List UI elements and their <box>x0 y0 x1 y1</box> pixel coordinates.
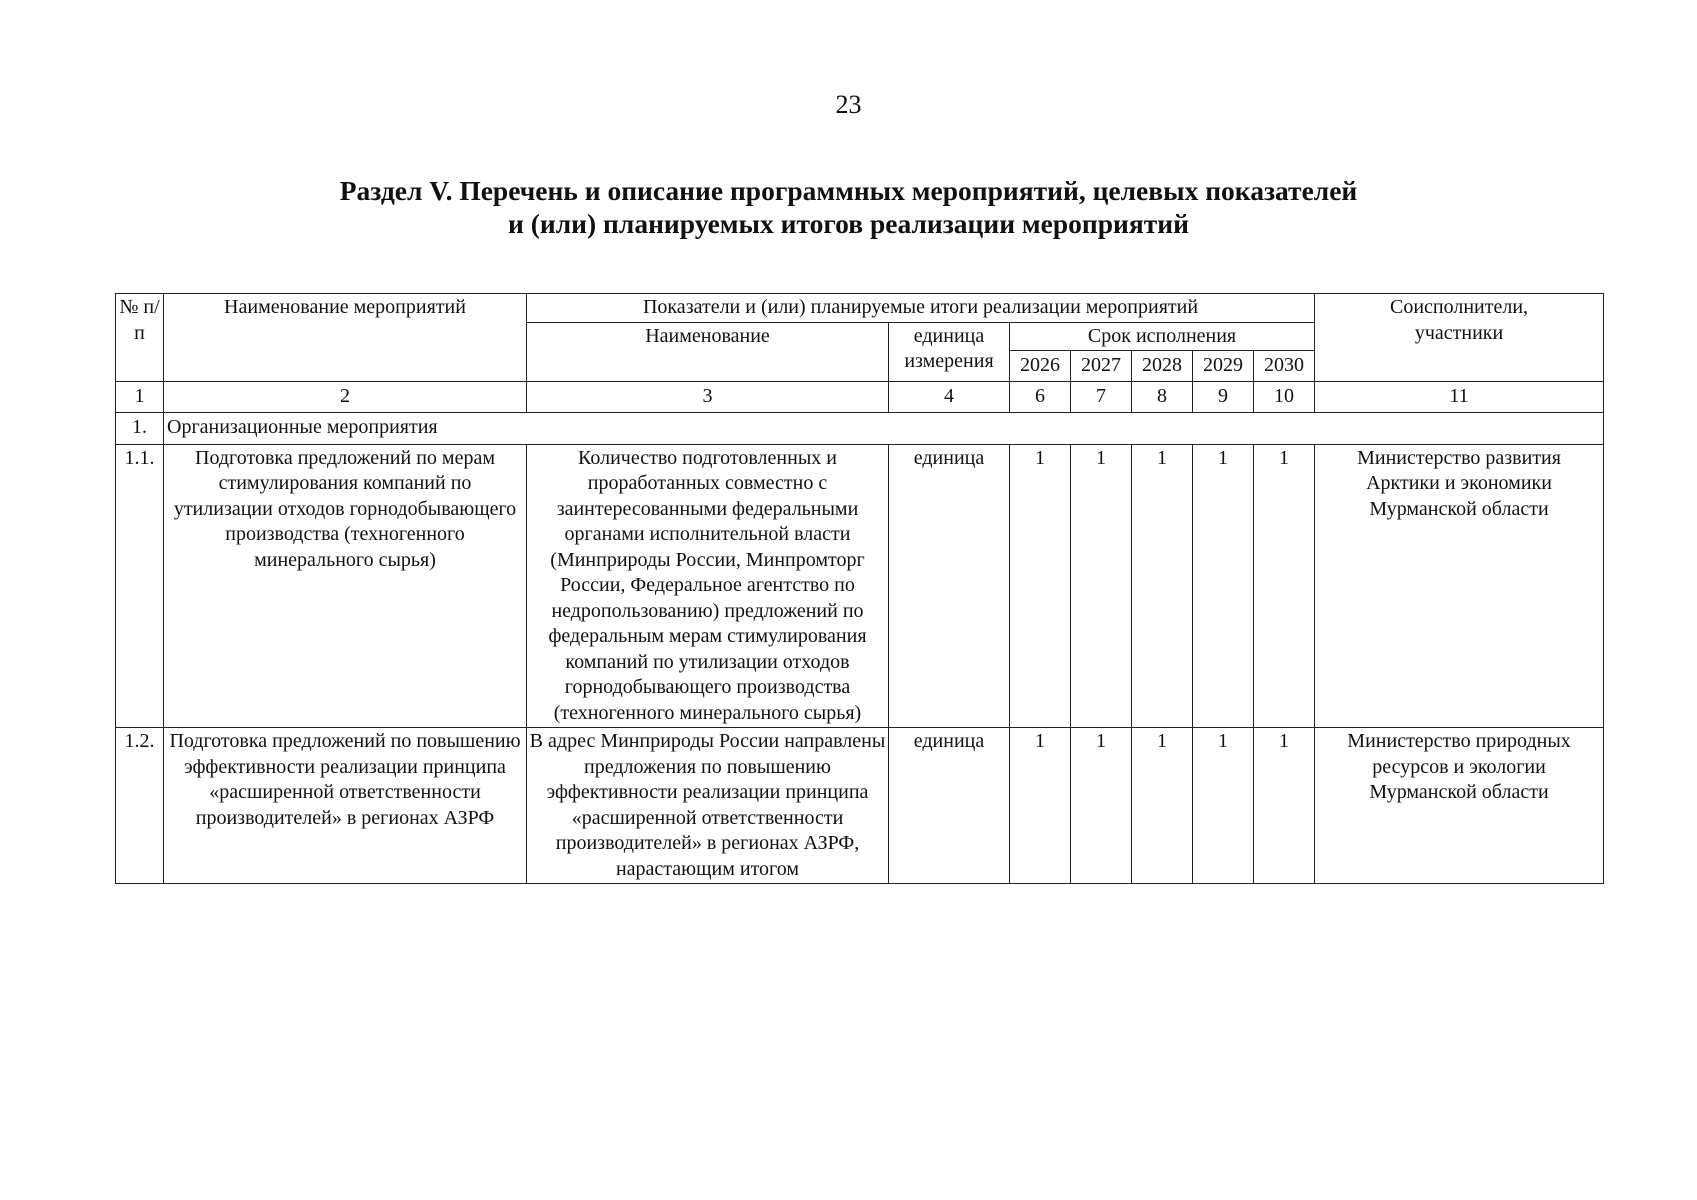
section-row <box>116 413 1604 445</box>
header-year: 2028 <box>1132 351 1193 382</box>
column-number: 1 <box>116 381 164 413</box>
table-row <box>116 728 1604 884</box>
section-number: 1. <box>116 413 164 445</box>
row-value-2030: 1 <box>1254 444 1315 728</box>
column-number: 7 <box>1071 381 1132 413</box>
header-row-1 <box>116 294 1604 323</box>
header-participants: Соисполнители, участники <box>1315 294 1604 382</box>
row-value-2028: 1 <box>1132 728 1193 884</box>
column-number: 10 <box>1254 381 1315 413</box>
row-value-2030: 1 <box>1254 728 1315 884</box>
header-year: 2030 <box>1254 351 1315 382</box>
header-indicator-name: Наименование <box>527 322 889 381</box>
row-number: 1.1. <box>116 444 164 728</box>
page-number: 23 <box>835 90 862 119</box>
column-number: 3 <box>527 381 889 413</box>
row-value-2029: 1 <box>1193 728 1254 884</box>
row-unit: единица <box>889 444 1010 728</box>
table-row <box>116 444 1604 728</box>
header-year: 2029 <box>1193 351 1254 382</box>
row-event: Подготовка предложений по повышению эффективности реализации принципа «расширенной ответственности производителей» в регионах АЗРФ <box>164 728 527 884</box>
row-number: 1.2. <box>116 728 164 884</box>
header-event-name: Наименование мероприятий <box>164 294 527 382</box>
title-line-2: и (или) планируемых итогов реализации мероприятий <box>508 208 1189 239</box>
row-unit: единица <box>889 728 1010 884</box>
row-value-2027: 1 <box>1071 444 1132 728</box>
title-line-1: Раздел V. Перечень и описание программных мероприятий, целевых показателей <box>339 175 1358 206</box>
column-number: 11 <box>1315 381 1604 413</box>
column-number: 6 <box>1010 381 1071 413</box>
row-value-2027: 1 <box>1071 728 1132 884</box>
header-year: 2026 <box>1010 351 1071 382</box>
column-numbers-row <box>116 381 1604 413</box>
row-value-2029: 1 <box>1193 444 1254 728</box>
section-heading: Организационные мероприятия <box>164 413 1604 445</box>
column-number: 4 <box>889 381 1010 413</box>
row-event: Подготовка предложений по мерам стимулирования компаний по утилизации отходов горнодобывающего производства (техногенного минерального сырья) <box>164 444 527 728</box>
row-indicator: Количество подготовленных и проработанных совместно с заинтересованными федеральными органами исполнительной власти (Минприроды России, Минпромторг России, Федеральное агентство по недропользованию) предложений по федеральным мерам стимулирования компаний по утилизации отходов горнодобывающего производства (техногенного минерального сырья) <box>527 444 889 728</box>
header-unit: единица измерения <box>889 322 1010 381</box>
column-number: 9 <box>1193 381 1254 413</box>
row-participants: Министерство природных ресурсов и экологии Мурманской области <box>1315 728 1604 884</box>
row-value-2026: 1 <box>1010 444 1071 728</box>
row-indicator: В адрес Минприроды России направлены предложения по повышению эффективности реализации принципа «расширенной ответственности производителей» в регионах АЗРФ, нарастающим итогом <box>527 728 889 884</box>
column-number: 8 <box>1132 381 1193 413</box>
header-number: № п/п <box>116 294 164 382</box>
row-participants: Министерство развития Арктики и экономики Мурманской области <box>1315 444 1604 728</box>
program-events-table <box>115 293 1604 884</box>
row-value-2028: 1 <box>1132 444 1193 728</box>
column-number: 2 <box>164 381 527 413</box>
header-deadline-group: Срок исполнения <box>1010 322 1315 351</box>
header-indicators-group: Показатели и (или) планируемые итоги реализации мероприятий <box>527 294 1315 323</box>
section-title <box>0 174 1697 240</box>
header-year: 2027 <box>1071 351 1132 382</box>
row-value-2026: 1 <box>1010 728 1071 884</box>
